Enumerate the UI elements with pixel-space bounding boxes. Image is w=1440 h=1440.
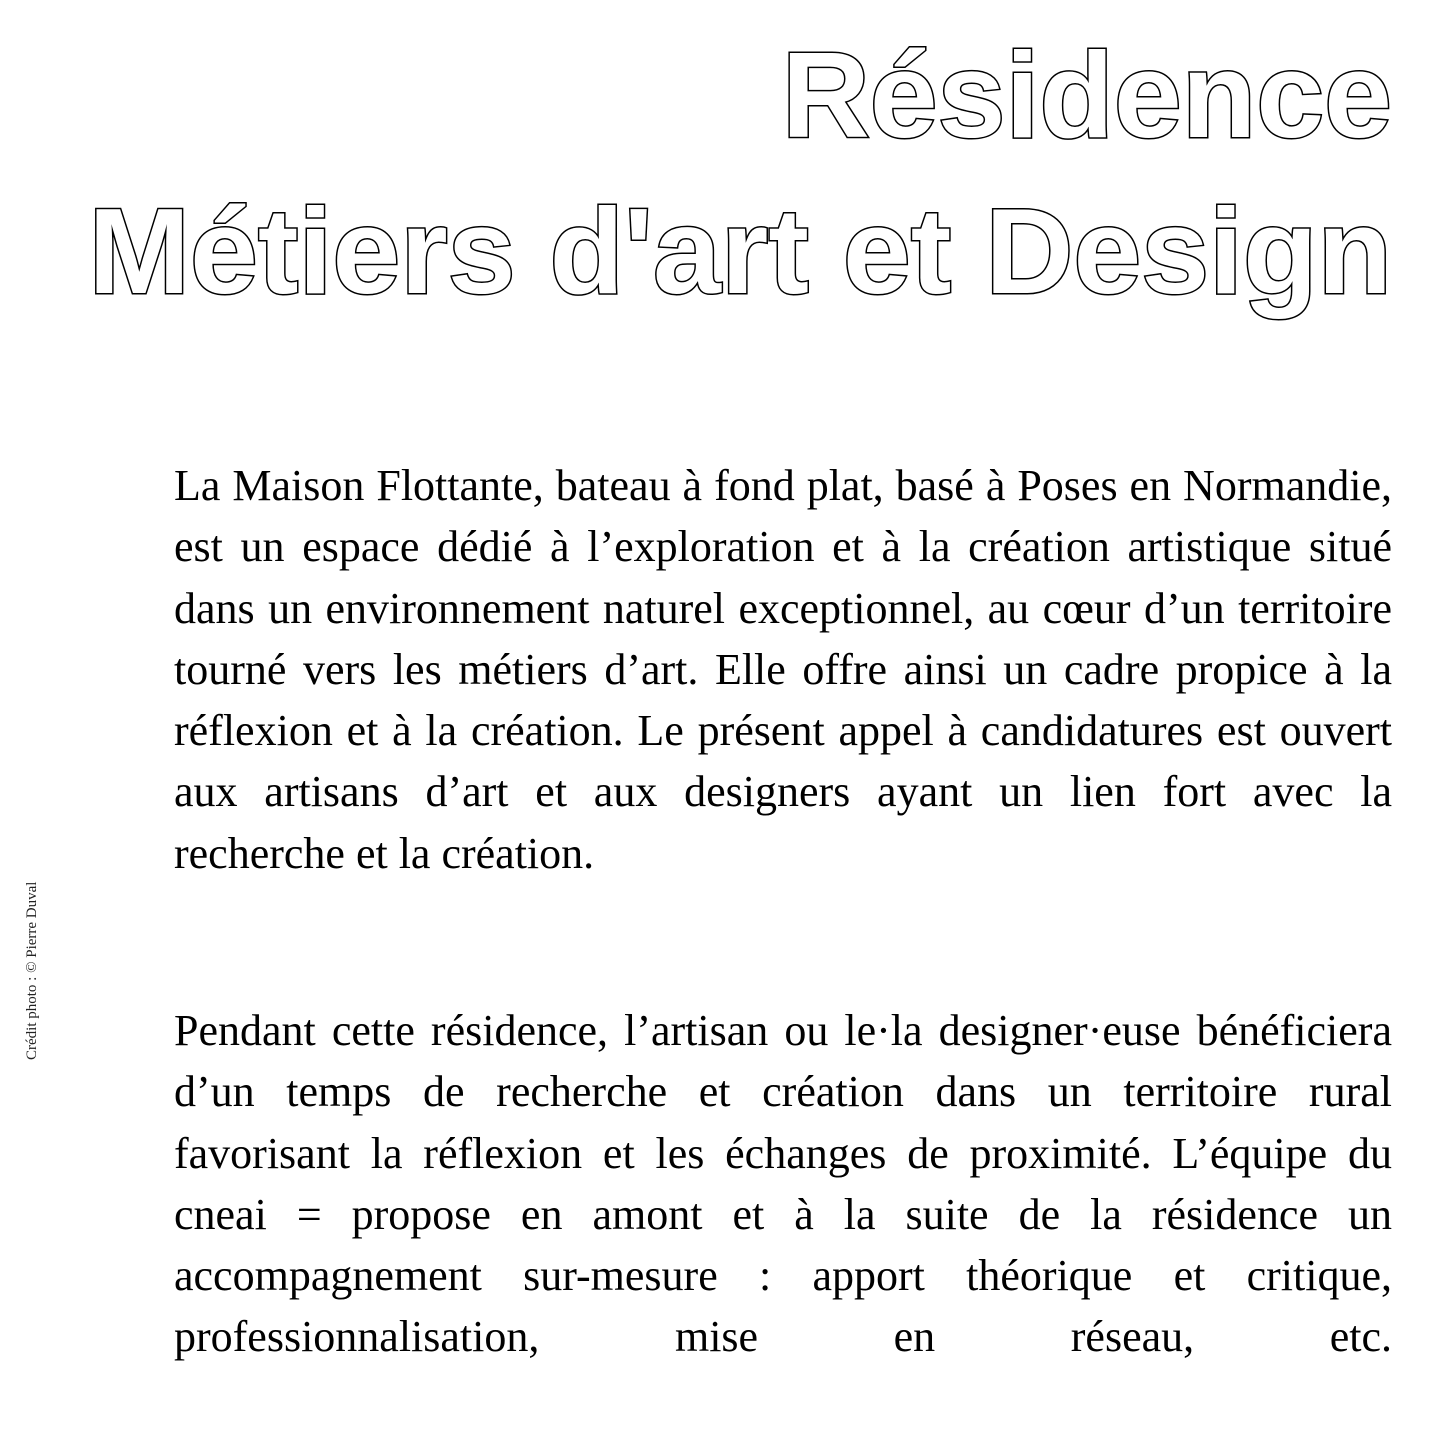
paragraph-residence: Pendant cette résidence, l’artisan ou le·la designer·euse bénéficiera d’un temps de recherche et création dans un territoire rural favorisant la réflexion et les échanges de proximité. L’équipe du cneai = propose en amont et à la suite de la résidence un accompagnement sur-mesure : apport théorique et critique, professionnalisation, mise en réseau, etc. [174,1006,1392,1362]
title-line-2: Métiers d'art et Design [88,183,1392,319]
title-line-1: Résidence [781,27,1392,163]
photo-credit-text: Crédit photo : © Pierre Duval [24,881,40,1060]
paragraph-intro: La Maison Flottante, bateau à fond plat, basé à Poses en Normandie, est un espace dédié à l’exploration et à la création artistique situé dans un environnement naturel exceptionnel, au cœur d’un territoire tourné vers les métiers d’art. Elle offre ainsi un cadre propice à la réflexion et à la création. Le présent appel à candidatures est ouvert aux artisans d’art et aux designers ayant un lien fort avec la recherche et la création. [174,461,1392,878]
